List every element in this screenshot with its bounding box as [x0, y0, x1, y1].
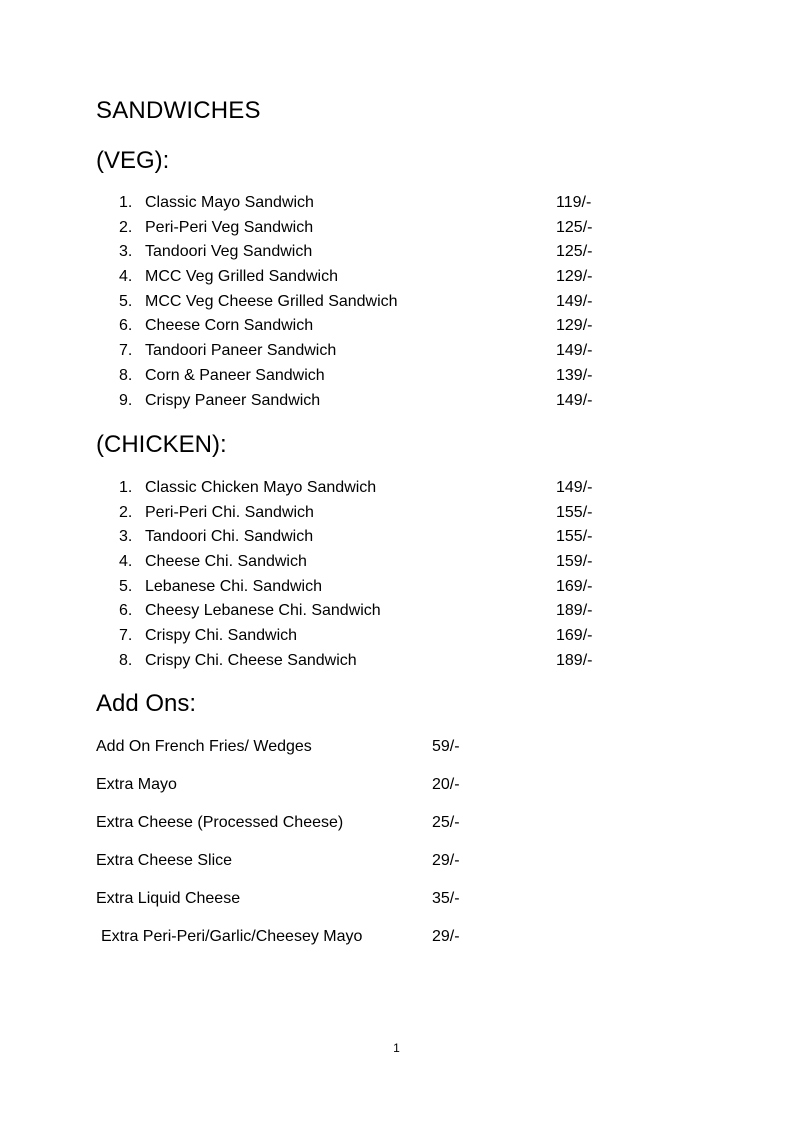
item-price: 125/- [556, 243, 593, 261]
addon-price: 29/- [432, 928, 460, 945]
item-number: 1. [119, 479, 133, 496]
item-number: 2. [119, 503, 133, 521]
item-number: 5. [119, 292, 133, 310]
item-number: 7. [119, 342, 133, 360]
item-number: 9. [119, 391, 133, 409]
addon-price: 20/- [432, 776, 460, 793]
addon-name: Extra Mayo [96, 776, 177, 793]
item-price: 149/- [556, 479, 593, 496]
item-price: 149/- [556, 342, 593, 360]
addon-name: Extra Cheese Slice [96, 852, 233, 869]
item-name: Crispy Chi. Sandwich [145, 627, 298, 645]
item-price: 125/- [556, 218, 593, 236]
item-number: 4. [119, 268, 133, 286]
item-number: 8. [119, 651, 133, 669]
item-name: Cheese Corn Sandwich [145, 317, 314, 335]
item-name: MCC Veg Cheese Grilled Sandwich [145, 292, 398, 310]
item-name: Cheesy Lebanese Chi. Sandwich [145, 602, 381, 620]
item-name: Classic Mayo Sandwich [145, 194, 314, 211]
item-name: Peri-Peri Veg Sandwich [145, 218, 314, 236]
addons-heading: Add Ons: [96, 690, 197, 717]
item-name: MCC Veg Grilled Sandwich [145, 268, 338, 286]
addon-name: Extra Cheese (Processed Cheese) [96, 814, 344, 831]
item-price: 189/- [556, 651, 593, 669]
item-number: 6. [119, 317, 133, 335]
item-price: 189/- [556, 602, 593, 620]
item-price: 169/- [556, 627, 593, 645]
item-name: Tandoori Chi. Sandwich [145, 528, 314, 546]
item-price: 129/- [556, 268, 593, 286]
item-number: 3. [119, 528, 133, 546]
item-price: 149/- [556, 391, 593, 409]
item-name: Cheese Chi. Sandwich [145, 553, 307, 571]
addon-name: Extra Peri-Peri/Garlic/Cheesey Mayo [101, 928, 363, 945]
chicken-heading: (CHICKEN): [96, 431, 227, 458]
item-number: 4. [119, 553, 133, 571]
item-name: Lebanese Chi. Sandwich [145, 577, 323, 595]
item-number: 8. [119, 366, 133, 384]
item-name: Corn & Paneer Sandwich [145, 366, 325, 384]
addon-price: 29/- [432, 852, 460, 869]
item-price: 159/- [556, 553, 593, 571]
addon-price: 35/- [432, 890, 460, 907]
item-number: 5. [119, 577, 133, 595]
addon-name: Add On French Fries/ Wedges [96, 738, 312, 755]
item-number: 1. [119, 194, 133, 211]
item-name: Tandoori Paneer Sandwich [145, 342, 337, 360]
item-price: 169/- [556, 577, 593, 595]
item-name: Crispy Chi. Cheese Sandwich [145, 651, 357, 669]
item-number: 6. [119, 602, 133, 620]
item-number: 7. [119, 627, 133, 645]
item-number: 3. [119, 243, 133, 261]
addon-price: 25/- [432, 814, 460, 831]
addon-name: Extra Liquid Cheese [96, 890, 241, 907]
page-number: 1 [393, 1041, 400, 1055]
item-name: Peri-Peri Chi. Sandwich [145, 503, 314, 521]
item-price: 155/- [556, 503, 593, 521]
item-price: 119/- [556, 194, 592, 211]
veg-heading: (VEG): [96, 147, 170, 174]
item-price: 155/- [556, 528, 593, 546]
item-price: 149/- [556, 292, 593, 310]
item-number: 2. [119, 218, 133, 236]
item-name: Tandoori Veg Sandwich [145, 243, 313, 261]
page-title: SANDWICHES [96, 97, 261, 124]
item-price: 129/- [556, 317, 593, 335]
addon-price: 59/- [432, 738, 460, 755]
item-name: Classic Chicken Mayo Sandwich [145, 479, 377, 496]
item-price: 139/- [556, 366, 593, 384]
item-name: Crispy Paneer Sandwich [145, 391, 321, 409]
